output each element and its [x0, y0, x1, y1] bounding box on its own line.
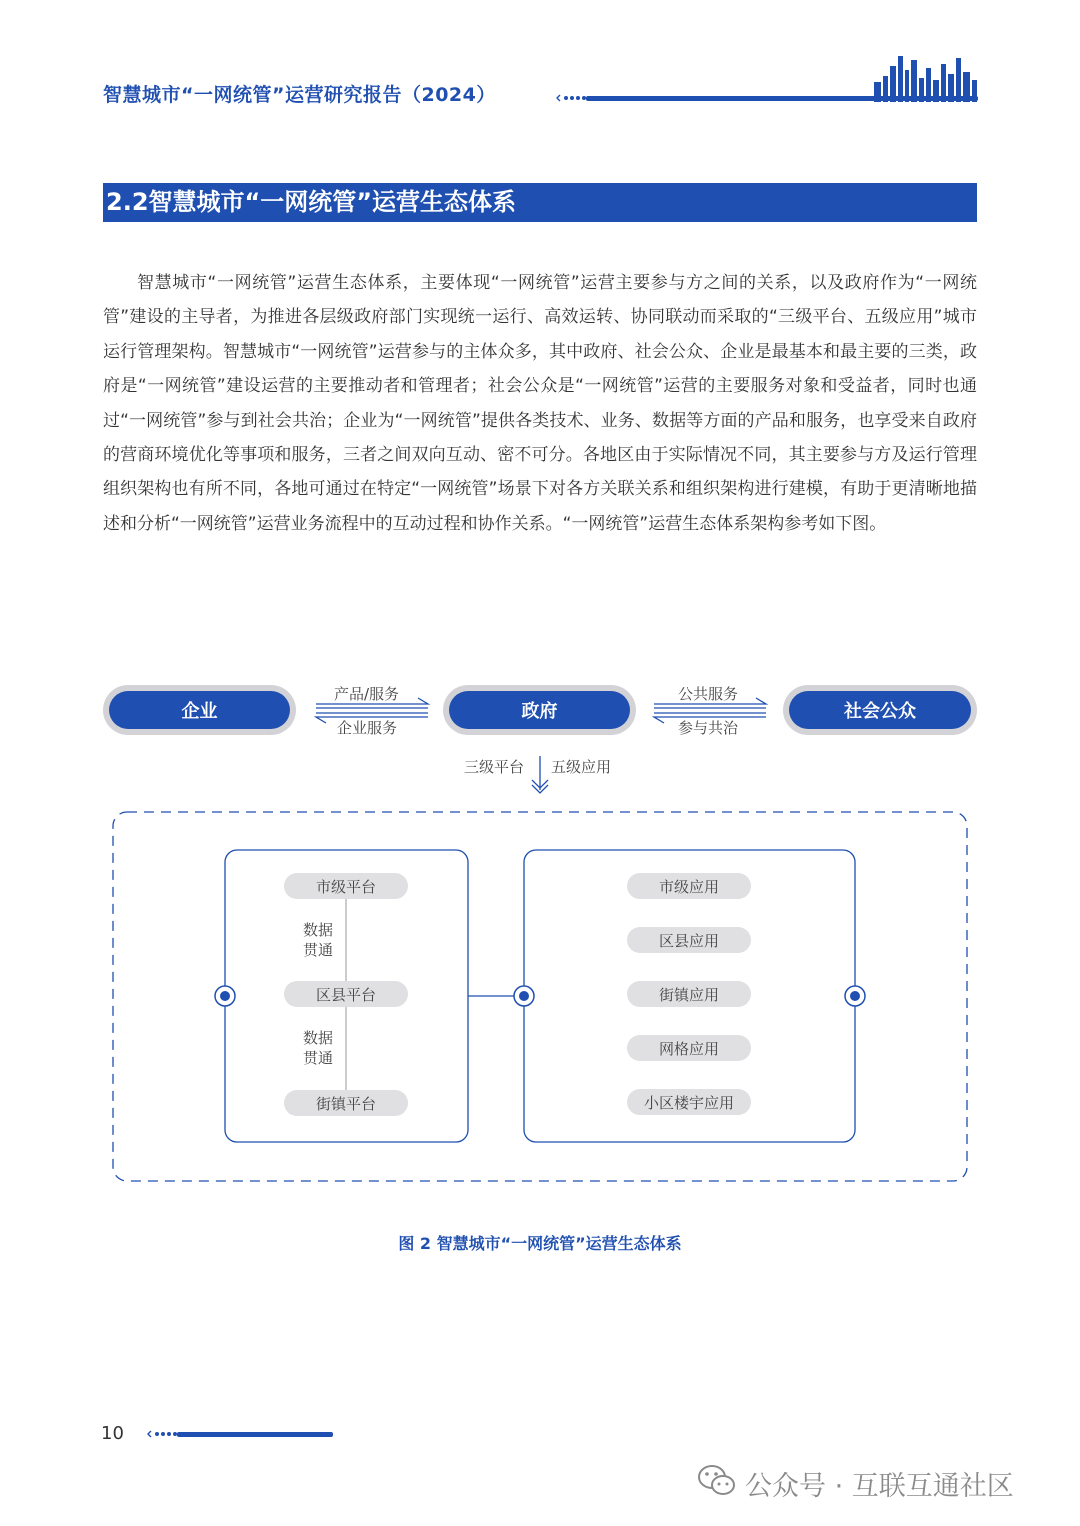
actor-public-label: 社会公众 [789, 691, 971, 729]
data-link-text: 数据 贯通 [302, 1029, 333, 1067]
application-node: 小区楼宇应用 [627, 1089, 751, 1115]
city-skyline-icon [870, 52, 978, 102]
application-node: 街镇应用 [627, 981, 751, 1007]
flow-label-products-services: 产品/服务 [334, 685, 400, 703]
flow-label-public-services: 公共服务 [678, 685, 739, 703]
application-node: 网格应用 [627, 1035, 751, 1061]
actor-government-label: 政府 [449, 691, 630, 729]
platform-node: 市级平台 [284, 873, 408, 899]
data-link-note [298, 1028, 338, 1068]
flow-label-enterprise-services: 企业服务 [337, 719, 398, 737]
footer-rule [177, 1432, 333, 1437]
actor-public [783, 685, 977, 735]
actor-government [443, 685, 636, 735]
page-number: 10 [101, 1423, 124, 1444]
platform-node: 街镇平台 [284, 1090, 408, 1116]
footer-dots-decoration [147, 1429, 177, 1439]
figure-caption: 图 2 智慧城市“一网统管”运营生态体系 [398, 1234, 682, 1253]
wechat-icon [697, 1463, 737, 1499]
section-title: 2.2智慧城市“一网统管”运营生态体系 [106, 188, 517, 216]
report-title: 智慧城市“一网统管”运营研究报告（2024） [103, 84, 496, 106]
header-dots-decoration [556, 93, 586, 103]
data-link-text: 数据 贯通 [302, 921, 333, 959]
actor-enterprise-label: 企业 [109, 691, 290, 729]
application-node: 区县应用 [627, 927, 751, 953]
application-node: 市级应用 [627, 873, 751, 899]
watermark-text: 公众号 · 互联互通社区 [745, 1471, 1014, 1502]
flow-label-five-level-application: 五级应用 [551, 758, 612, 776]
flow-label-three-level-platform: 三级平台 [464, 758, 525, 776]
flow-label-co-governance: 参与共治 [678, 719, 739, 737]
platform-node: 区县平台 [284, 981, 408, 1007]
body-paragraph: 智慧城市“一网统管”运营生态体系，主要体现“一网统管”运营主要参与方之间的关系，以及政府作为“一网统管”建设的主导者，为推进各层级政府部门实现统一运行、高效运转、协同联动而采取的“三级平台、五级应用”城市运行管理架构。智慧城市“一网统管”运营参与的主体众多，其中政府、社会公众、企业是最基本和最主要的三类，政府是“一网统管”建设运营的主要推动者和管理者；社会公众是“一网统管”运营的主要服务对象和受益者，同时也通过“一网统管”参与到社会共治；企业为“一网统管”提供各类技术、业务、数据等方面的产品和服务，也享受来自政府的营商环境优化等事项和服务，三者之间双向互动、密不可分。各地区由于实际情况不同，其主要参与方及运行管理组织架构也有所不同，各地可通过在特定“一网统管”场景下对各方关联关系和组织架构进行建模，有助于更清晰地描述和分析“一网统管”运营业务流程中的互动过程和协作关系。“一网统管”运营生态体系架构参考如下图。 [103, 273, 977, 534]
actor-enterprise [103, 685, 296, 735]
data-link-note [298, 920, 338, 960]
